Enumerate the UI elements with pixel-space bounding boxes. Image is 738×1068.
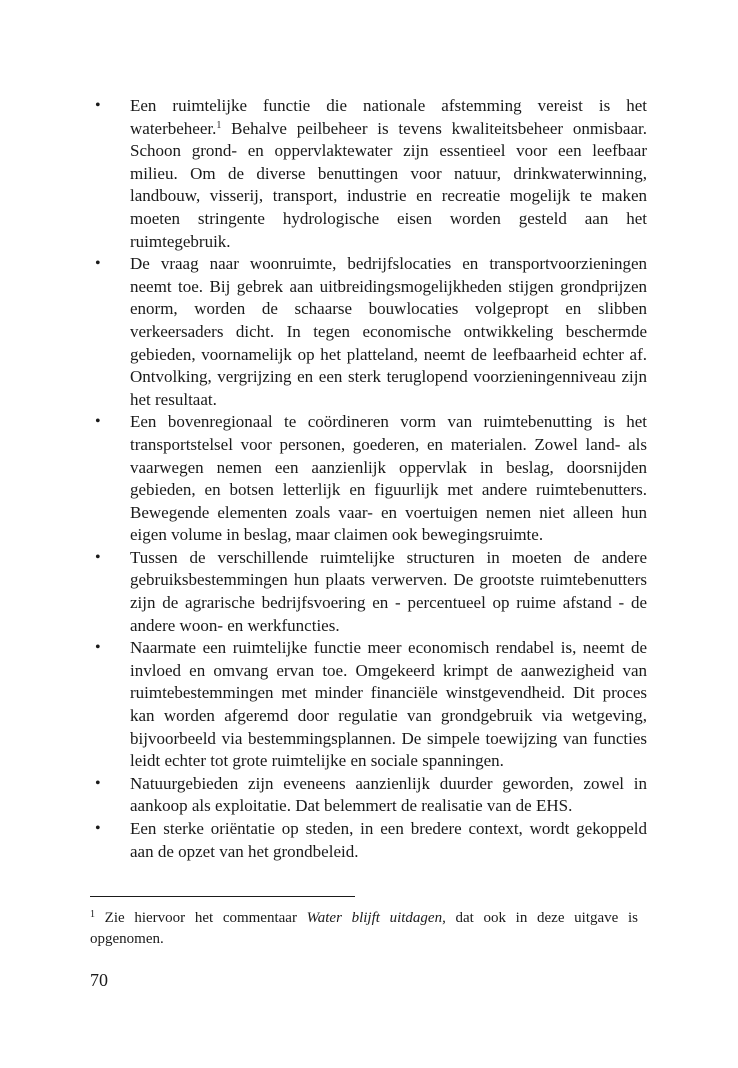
bullet-item bbox=[92, 253, 647, 411]
footnote-text-end: , dat ook in deze uitgave is opgenomen. bbox=[90, 910, 638, 947]
bullet-text: Natuurgebieden zijn eveneens aanzienlijk duurder geworden, zowel in aankoop als exploitatie. Dat belemmert de realisatie van de EHS. bbox=[130, 773, 647, 816]
footnote-title: Water blijft uitdagen bbox=[306, 910, 443, 926]
bullet-item bbox=[92, 95, 647, 253]
footnote-reference[interactable]: 1 bbox=[216, 119, 222, 131]
bullet-text: Naarmate een ruimtelijke functie meer economisch rendabel is, neemt de invloed en omvang ervan toe. Omgekeerd krimpt de aanwezigheid van ruimtebestemmingen met minder financiële winstgevendheid. Dit proces kan worden afgeremd door regulatie van grondgebruik via wetgeving, bijvoorbeeld via bestemmingsplannen. De simpele toewijzing van functies leidt echter tot grote ruimtelijke en sociale spanningen. bbox=[130, 638, 647, 771]
bullet-text: Een ruimtelijke functie die nationale afstemming vereist is het waterbeheer. bbox=[130, 96, 647, 138]
footnote-divider bbox=[90, 896, 355, 897]
footnote-text: Zie hiervoor het commentaar bbox=[95, 910, 307, 926]
bullet-item bbox=[92, 411, 647, 547]
bullet-text: Een sterke oriëntatie op steden, in een bredere context, wordt gekoppeld aan de opzet van het grondbeleid. bbox=[130, 819, 647, 861]
bullet-list bbox=[92, 95, 647, 863]
footnote bbox=[90, 908, 638, 950]
bullet-icon: • bbox=[95, 548, 101, 566]
bullet-icon: • bbox=[95, 639, 101, 657]
page-number: 70 bbox=[90, 970, 108, 990]
bullet-icon: • bbox=[95, 413, 101, 431]
bullet-item bbox=[92, 637, 647, 773]
bullet-icon: • bbox=[95, 774, 101, 792]
bullet-icon: • bbox=[95, 97, 101, 114]
bullet-icon: • bbox=[95, 820, 101, 837]
bullet-item bbox=[92, 547, 647, 637]
bullet-text: Tussen de verschillende ruimtelijke structuren in moeten de andere gebruiksbestemmingen hun plaats verwerven. De grootste ruimtebenutters zijn de agrarische bedrijfsvoering en - percentueel op ruime afstand - de andere woon- en werkfuncties. bbox=[130, 547, 647, 635]
bullet-item bbox=[92, 818, 647, 863]
footnote-mark: 1 bbox=[90, 909, 95, 920]
bullet-item bbox=[92, 773, 647, 818]
bullet-text-continued: Behalve peilbeheer is tevens kwaliteitsbeheer onmisbaar. Schoon grond- en oppervlaktewater zijn essentieel voor een leefbaar milieu. Om de diverse benuttingen voor natuur, drinkwaterwinning, landbouw, visserij, transport, industrie en recreatie mogelijk te maken moeten stringente hydrologische eisen worden gesteld aan het ruimtegebruik. bbox=[130, 118, 647, 251]
bullet-text: De vraag naar woonruimte, bedrijfslocaties en transportvoorzieningen neemt toe. Bij gebrek aan uitbreidingsmogelijkheden stijgen grondprijzen enorm, worden de schaarse bouwlocaties volgepropt en slibben verkeersaders dicht. In tegen economische ontwikkeling beschermde gebieden, voornamelijk op het platteland, neemt de leefbaarheid echter af. Ontvolking, vergrijzing en een sterk teruglopend voorzieningenniveau zijn het resultaat. bbox=[130, 254, 647, 409]
bullet-text: Een bovenregionaal te coördineren vorm van ruimtebenutting is het transportstelsel voor personen, goederen, en materialen. Zowel land- als vaarwegen nemen een aanzienlijk oppervlak in beslag, doorsnijden gebieden, en botsen letterlijk en figuurlijk met andere ruimtebenutters. Bewegende elementen zoals vaar- en voertuigen nemen niet alleen hun eigen volume in beslag, maar claimen ook bewegingsruimte. bbox=[130, 412, 647, 545]
bullet-icon: • bbox=[95, 255, 101, 273]
